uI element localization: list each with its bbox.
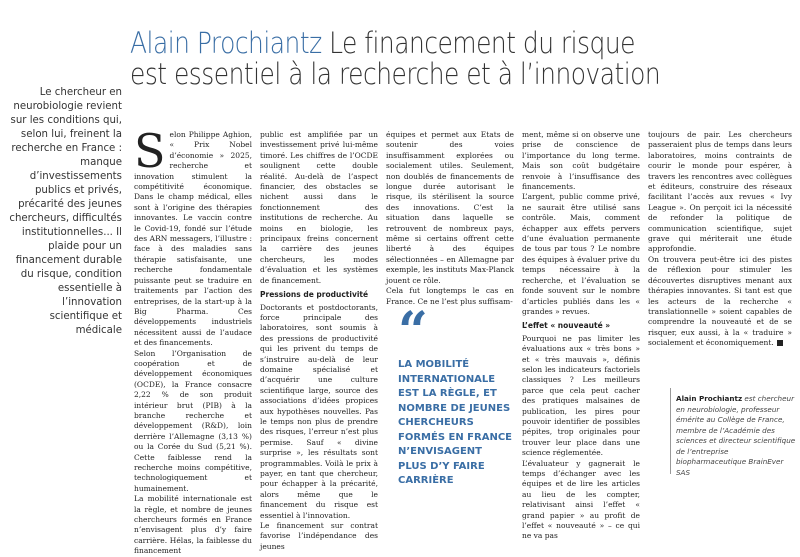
article-column-5: [648, 130, 792, 350]
paragraph: public est amplifiée par un investissement privé lui-même timoré. Les chiffres de l’OCDE soulignent cette double réalité. Au-delà de l’aspect financier, des obstacles se nichent aussi dans le fonctionnement des institutions de recherche. Au moins en biologie, les principaux freins concernent la carrière des jeunes chercheurs, les modes d’évaluation et les systèmes de financement.: [260, 130, 378, 285]
bio-text: est chercheur en neurobiologie, professeur émérite au Collège de France, membre de l’Académie des sciences et directeur scientifique de l’entreprise biopharmaceutique BrainEver SAS: [676, 394, 796, 477]
pull-quote: [398, 301, 512, 486]
paragraph: Doctorants et postdoctorants, force principale des laboratoires, sont soumis à des pressions de productivité qui les privent du temps de s’instruire au-delà de leur domaine spécialisé et d’acquérir une culture scientifique large, source des associations d’idées propices aux hypothèses nouvelles. Pas le temps non plus de prendre des risques, l’erreur n’est plus permise. Sauf « divine surprise », les résultats sont programmables. Voilà le prix à payer, en tant que chercheur, pour échapper à la précarité, alors même que le financement du risque est essentiel à l’innovation.: [260, 302, 378, 520]
standfirst-text: Le chercheur en neurobiologie revient sur les conditions qui, selon lui, freinent la recherche en France : manque d’investissements publics et privés, précarité des jeunes chercheurs, difficultés institutionnelles... Il plaide pour un financement durable du risque, condition essentielle à l’innovation scientifique et médicale: [9, 87, 122, 336]
paragraph: elon Philippe Aghion, « Prix Nobel d’économie » 2025, recherche et innovation stimulent la compétitivité économique. Dans le champ médical, elles sont à l’origine des thérapies innovantes. Le vaccin contre le Covid-19, fondé sur l’étude des ARN messagers, l’illustre : face à des maladies sans thérapie satisfaisante, une recherche fondamentale puissante peut se traduire en traitements par l’action des entreprises, de la start-up à la Big Pharma. Ces développements industriels nécessitent aussi de l’audace et des financements.: [134, 130, 252, 348]
paragraph: ment, même si on observe une prise de conscience de l’importance du long terme. Mais son coût budgétaire renvoie à l’insuffisance des financements.: [522, 130, 640, 192]
article-column-1: [134, 124, 252, 556]
bio-divider: [670, 388, 671, 474]
article-headline: [130, 28, 698, 90]
article-column-3: [386, 130, 514, 306]
subheading-nouveaute: L’effet « nouveauté »: [522, 321, 611, 331]
paragraph: Le financement sur contrat favorise l’indépendance des jeunes: [260, 521, 378, 551]
end-mark-icon: [777, 340, 783, 346]
article-column-2: [260, 130, 378, 551]
article-column-4: [522, 130, 640, 541]
paragraph: [648, 255, 792, 349]
paragraph-text: On trouvera peut-être ici des pistes de réflexion pour stimuler les découvertes disruptives menant aux thérapies innovantes. Si tant est que les acteurs de la recherche « translationnelle » soient capables de comprendre la nouveauté et de se risquer, eux aussi, à la « traduire » socialement et économiquement.: [648, 254, 792, 348]
drop-cap: S: [134, 124, 166, 178]
pull-quote-text: LA MOBILITÉ INTERNATIONALE EST LA RÈGLE, ET NOMBRE DE JEUNES CHERCHEURS FORMÉS EN FRANCE N’ENVISAGENT PLUS D’Y FAIRE CARRIÈRE: [398, 359, 512, 486]
author-name: Alain Prochiantz: [130, 26, 322, 60]
paragraph: L’évaluateur y gagnerait le temps d’échanger avec les équipes et de lire les articles au lieu de les compter, relativisant ainsi l’effet « grand papier » au profit de l’effet « nouveauté » – ce qui ne va pas: [522, 458, 640, 541]
headline-line-1: [130, 28, 698, 59]
paragraph: toujours de pair. Les chercheurs passeraient plus de temps dans leurs laboratoires, moins contraints de courir le monde pour espérer, à travers les rencontres avec collègues et éditeurs, construire des réseaux facilitant l’accès aux revues « Ivy League ». On perçoit ici la nécessité de refonder la politique de communication scientifique, sujet grave qui mériterait une étude approfondie.: [648, 130, 792, 254]
paragraph: Cela fut longtemps le cas en France. Ce ne l’est plus suffisam-: [386, 286, 514, 306]
subheading-pressions: Pressions de productivité: [260, 290, 369, 300]
paragraph: Selon l’Organisation de coopération et de développement économiques (OCDE), la France consacre 2,22 % de son produit intérieur brut (PIB) à la branche recherche et développement (R&D), loin derrière l’Allemagne (3,13 %) ou la Corée du Sud (5,21 %). Cette faiblesse rend la recherche moins compétitive, technologiquement et humainement.: [134, 348, 252, 493]
headline-title-line2: est essentiel à la recherche et à l’innovation: [130, 57, 661, 91]
paragraph: Pourquoi ne pas limiter les évaluations aux « très bons » et « très mauvais », définis selon les indicateurs factoriels classiques ? Les meilleurs parce que cela peut cacher des pratiques malsaines de publication, les pires pour pouvoir identifier de possibles pépites, trop originales pour trouver leur place dans une science réglementée.: [522, 333, 640, 458]
paragraph: La mobilité internationale est la règle, et nombre de jeunes chercheurs formés en France n’envisagent plus d’y faire carrière. Hélas, la faiblesse du financement: [134, 494, 252, 556]
paragraph: L’argent, public comme privé, ne saurait être utilisé sans contrôle. Mais, comment échapper aux effets pervers d’une évaluation permanente de tous par tous ? Le nombre des équipes à évaluer prive du temps nécessaire à la recherche, et l’évaluation se fonde souvent sur le nombre d’articles publiés dans les « grandes » revues.: [522, 192, 640, 316]
paragraph: équipes et permet aux Etats de soutenir des voies insuffisamment explorées ou socialement utiles. Seulement, non doublés de financements de longue durée autorisant le risque, ils stérilisent la source des innovations. C’est la situation dans laquelle se retrouvent de nombreux pays, même si certains offrent cette liberté à des équipes sélectionnées – en Allemagne par exemple, les instituts Max-Planck jouent ce rôle.: [386, 130, 514, 285]
quote-mark-icon: “: [398, 301, 422, 362]
headline-title-line1: Le financement du risque: [329, 26, 635, 60]
standfirst: [2, 86, 122, 338]
author-bio: [676, 394, 796, 478]
bio-name: Alain Prochiantz: [676, 394, 743, 403]
